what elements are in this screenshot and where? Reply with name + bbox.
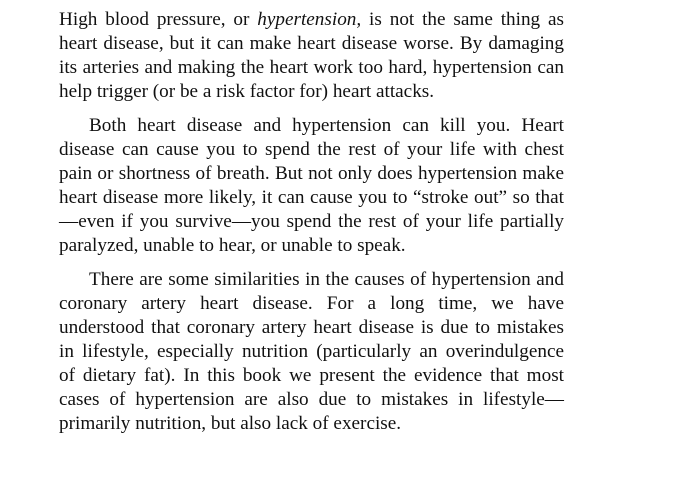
- paragraph-both-can-kill: Both heart disease and hypertension can kill you. Heart disease can cause you to spend the rest of your life with chest pain or shortness of breath. But not only does hypertension make heart disease more likely, it can cause you to “stroke out” so that—even if you survive—you spend the rest of your life partially paralyzed, unable to hear, or unable to speak.: [59, 115, 564, 256]
- paragraph-hypertension-intro: [59, 8, 564, 104]
- emphasized-term: hypertension,: [257, 9, 362, 30]
- document-page: [59, 8, 564, 446]
- paragraph-text-lead: High blood pressure, or: [59, 9, 258, 30]
- paragraph-text-rest: is not the same thing as heart disease, but it can make heart disease worse. By damaging its arteries and making the heart work too hard, hypertension can help trigger (or be a risk factor for) heart attacks.: [59, 9, 564, 102]
- paragraph-similarities-causes: There are some similarities in the causes of hypertension and coronary artery heart disease. For a long time, we have understood that coronary artery heart disease is due to mistakes in lifestyle, especially nutrition (particularly an overindulgence of dietary fat). In this book we present the evidence that most cases of hypertension are also due to mistakes in lifestyle—primarily nutrition, but also lack of exercise.: [59, 269, 564, 434]
